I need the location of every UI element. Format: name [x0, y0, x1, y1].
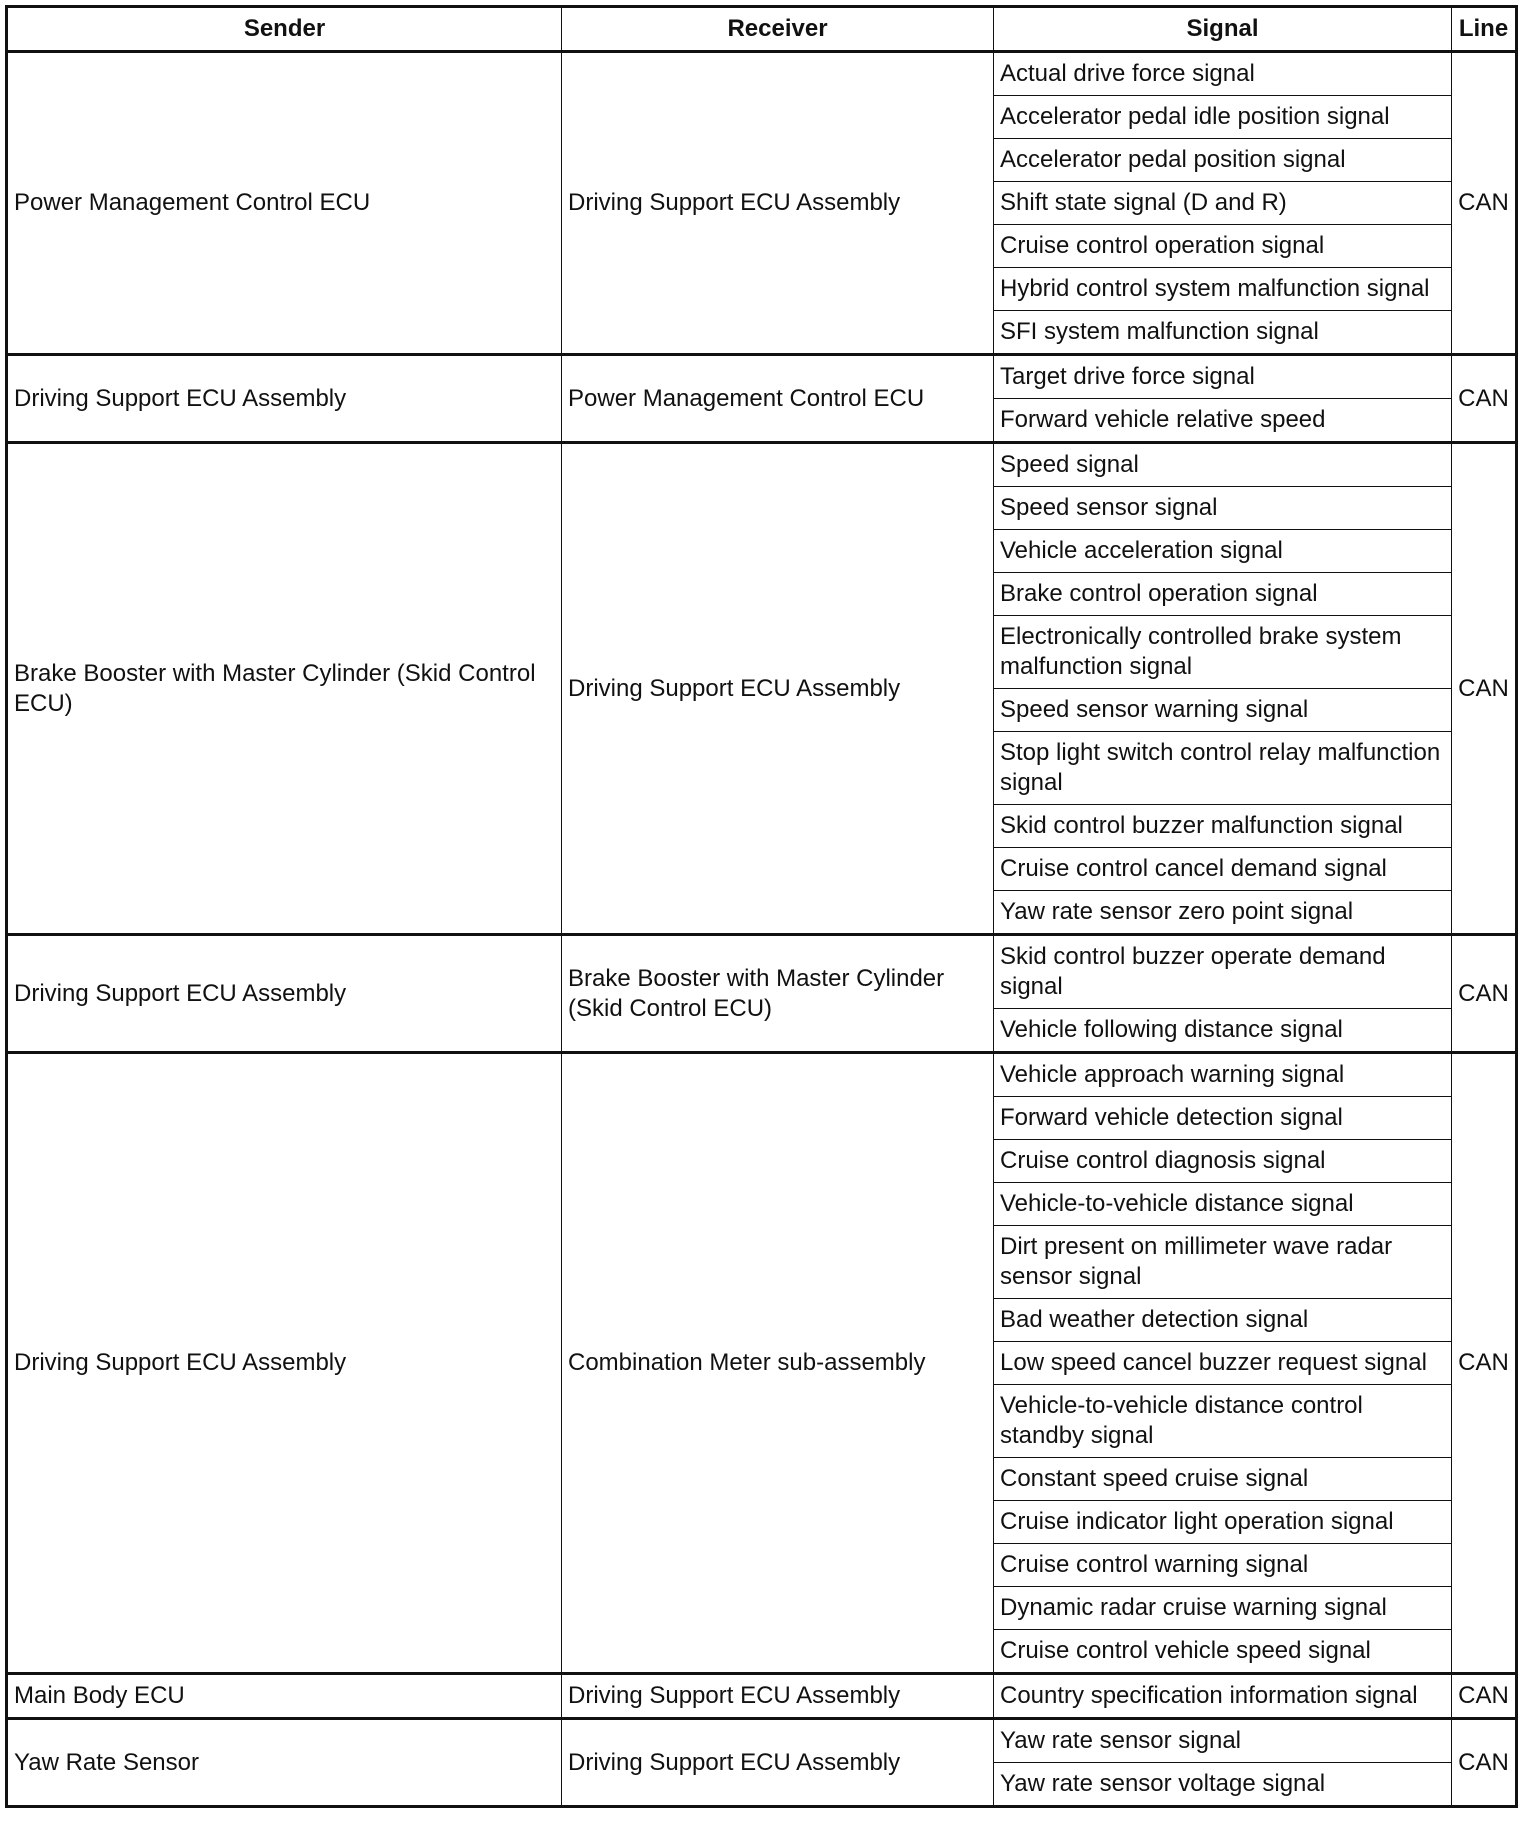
signal-cell: Cruise control operation signal [994, 225, 1452, 268]
signal-cell: Speed signal [994, 443, 1452, 487]
line-cell: CAN [1452, 443, 1517, 935]
signal-cell: Dynamic radar cruise warning signal [994, 1587, 1452, 1630]
signal-cell: Vehicle following distance signal [994, 1009, 1452, 1053]
signal-cell: Cruise control warning signal [994, 1544, 1452, 1587]
sender-cell: Driving Support ECU Assembly [7, 355, 562, 443]
line-cell: CAN [1452, 1053, 1517, 1674]
header-signal: Signal [994, 7, 1452, 52]
receiver-cell: Brake Booster with Master Cylinder (Skid Control ECU) [562, 935, 994, 1053]
signal-cell: Skid control buzzer operate demand signal [994, 935, 1452, 1009]
table-row [7, 52, 1517, 96]
signal-cell: Electronically controlled brake system malfunction signal [994, 616, 1452, 689]
signal-cell: Target drive force signal [994, 355, 1452, 399]
line-cell: CAN [1452, 1719, 1517, 1807]
header-receiver: Receiver [562, 7, 994, 52]
receiver-cell: Combination Meter sub-assembly [562, 1053, 994, 1674]
signal-cell: Vehicle approach warning signal [994, 1053, 1452, 1097]
receiver-cell: Driving Support ECU Assembly [562, 52, 994, 355]
table-body [7, 52, 1517, 1807]
signal-cell: Yaw rate sensor voltage signal [994, 1763, 1452, 1807]
signal-cell: Cruise indicator light operation signal [994, 1501, 1452, 1544]
signal-cell: Cruise control cancel demand signal [994, 848, 1452, 891]
signal-cell: Low speed cancel buzzer request signal [994, 1342, 1452, 1385]
signal-cell: Vehicle-to-vehicle distance signal [994, 1183, 1452, 1226]
signal-cell: Vehicle acceleration signal [994, 530, 1452, 573]
signal-cell: Constant speed cruise signal [994, 1458, 1452, 1501]
receiver-cell: Driving Support ECU Assembly [562, 1719, 994, 1807]
signal-cell: Cruise control vehicle speed signal [994, 1630, 1452, 1674]
line-cell: CAN [1452, 52, 1517, 355]
sender-cell: Yaw Rate Sensor [7, 1719, 562, 1807]
signal-cell: Stop light switch control relay malfunction signal [994, 732, 1452, 805]
receiver-cell: Driving Support ECU Assembly [562, 1674, 994, 1719]
signal-cell: Actual drive force signal [994, 52, 1452, 96]
signal-cell: Accelerator pedal position signal [994, 139, 1452, 182]
signal-cell: Yaw rate sensor zero point signal [994, 891, 1452, 935]
header-line: Line [1452, 7, 1517, 52]
signal-cell: Skid control buzzer malfunction signal [994, 805, 1452, 848]
table-row [7, 935, 1517, 1009]
table-row [7, 1719, 1517, 1763]
signal-cell: Speed sensor signal [994, 487, 1452, 530]
can-signal-table [5, 5, 1518, 1808]
signal-cell: SFI system malfunction signal [994, 311, 1452, 355]
receiver-cell: Driving Support ECU Assembly [562, 443, 994, 935]
header-sender: Sender [7, 7, 562, 52]
signal-cell: Forward vehicle detection signal [994, 1097, 1452, 1140]
sender-cell: Driving Support ECU Assembly [7, 935, 562, 1053]
line-cell: CAN [1452, 355, 1517, 443]
signal-cell: Dirt present on millimeter wave radar sensor signal [994, 1226, 1452, 1299]
signal-cell: Speed sensor warning signal [994, 689, 1452, 732]
signal-cell: Yaw rate sensor signal [994, 1719, 1452, 1763]
table-row [7, 443, 1517, 487]
sender-cell: Brake Booster with Master Cylinder (Skid Control ECU) [7, 443, 562, 935]
sender-cell: Driving Support ECU Assembly [7, 1053, 562, 1674]
sender-cell: Power Management Control ECU [7, 52, 562, 355]
table-row [7, 1053, 1517, 1097]
line-cell: CAN [1452, 1674, 1517, 1719]
table-row [7, 355, 1517, 399]
signal-table-sheet [5, 5, 1515, 1808]
signal-cell: Cruise control diagnosis signal [994, 1140, 1452, 1183]
signal-cell: Accelerator pedal idle position signal [994, 96, 1452, 139]
line-cell: CAN [1452, 935, 1517, 1053]
signal-cell: Shift state signal (D and R) [994, 182, 1452, 225]
signal-cell: Bad weather detection signal [994, 1299, 1452, 1342]
sender-cell: Main Body ECU [7, 1674, 562, 1719]
signal-cell: Forward vehicle relative speed [994, 399, 1452, 443]
signal-cell: Country specification information signal [994, 1674, 1452, 1719]
signal-cell: Vehicle-to-vehicle distance control standby signal [994, 1385, 1452, 1458]
signal-cell: Brake control operation signal [994, 573, 1452, 616]
receiver-cell: Power Management Control ECU [562, 355, 994, 443]
signal-cell: Hybrid control system malfunction signal [994, 268, 1452, 311]
table-row [7, 1674, 1517, 1719]
header-row [7, 7, 1517, 52]
